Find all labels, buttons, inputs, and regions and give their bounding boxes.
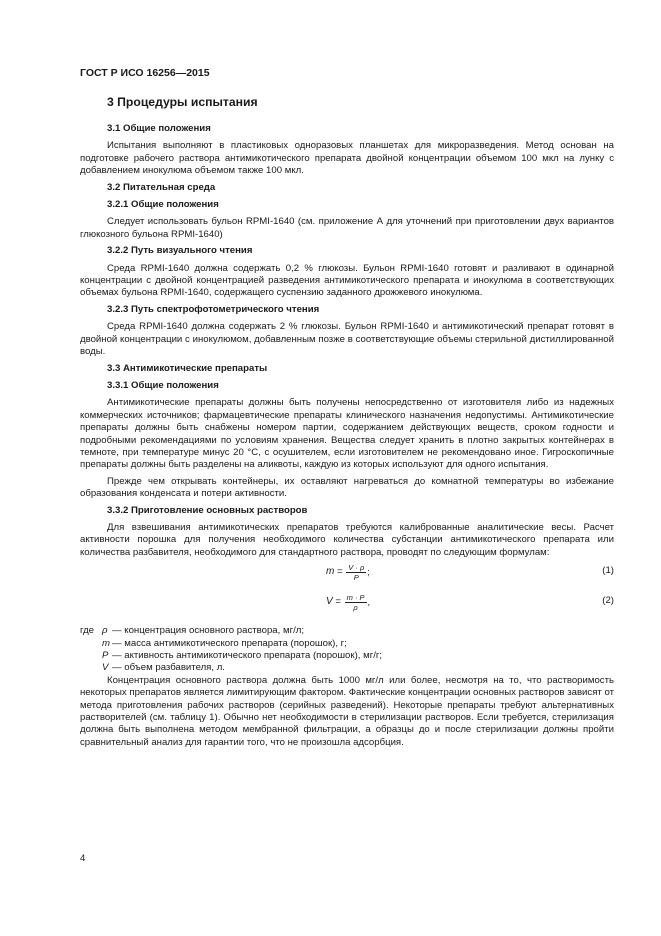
definition-symbol: V bbox=[102, 662, 109, 674]
formula-2-lhs: V bbox=[326, 596, 333, 608]
body-paragraph: Следует использовать бульон RPMI-1640 (см. приложение А для уточнений при приготовлении двух вариантов глюкозного бульона RPMI-1640) bbox=[80, 216, 614, 240]
formula-1 bbox=[80, 563, 614, 589]
text-blocks bbox=[80, 123, 614, 559]
document-header: ГОСТ Р ИСО 16256—2015 bbox=[80, 67, 210, 79]
subsection-heading: 3.2 Питательная среда bbox=[107, 181, 216, 193]
definitions-list bbox=[80, 625, 614, 675]
definition-prefix bbox=[80, 662, 102, 674]
definition-text: — объем разбавителя, л. bbox=[112, 662, 225, 674]
subsection-heading: 3.3.2 Приготовление основных растворов bbox=[107, 504, 308, 516]
definition-item bbox=[80, 662, 614, 674]
subsection-heading: 3.2.3 Путь спектрофотометрического чтения bbox=[107, 303, 320, 315]
subsection-heading: 3.2.1 Общие положения bbox=[107, 199, 219, 211]
formula-2 bbox=[80, 593, 614, 619]
body-paragraph: Среда RPMI-1640 должна содержать 2 % глюкозы. Бульон RPMI-1640 и антимикотический препарат готовят в двойной концентрации с инокулюмом, добавленным позже в соответствующие объемы стерильной дистиллированной воды. bbox=[80, 321, 614, 358]
subsection-heading: 3.1 Общие положения bbox=[107, 123, 211, 134]
formula-1-denominator: P bbox=[353, 573, 359, 583]
closing-paragraph: Концентрация основного раствора должна быть 1000 мг/л или более, несмотря на то, что растворимость некоторых препаратов является лимитирующим фактором. Фактические концентрации основных растворов зависят от метода приготовления рабочих растворов (серийных разведений). Некоторые препараты требуют альтернативных растворителей (см. таблицу 1). Обычно нет необходимости в стерилизации растворов. Если требуется, стерилизация должна быть выполнена методом мембранной фильтрации, а образцы до и после стерилизации должны пройти сравнительный анализ для гарантии того, что не произошла адсорбция. bbox=[80, 674, 614, 748]
definition-item bbox=[80, 638, 614, 650]
definition-symbol: ρ bbox=[102, 625, 108, 637]
body-paragraph: Прежде чем открывать контейнеры, их оставляют нагреваться до комнатной температуры во избежание образования конденсата и потери активности. bbox=[80, 475, 614, 500]
formula-1-punct: ; bbox=[367, 567, 370, 578]
definition-text: — масса антимикотического препарата (порошок), г; bbox=[112, 637, 347, 649]
body-paragraph: Среда RPMI-1640 должна содержать 0,2 % глюкозы. Бульон RPMI-1640 готовят и разливают в одинарной концентрации с двойной концентрацией разведения антимикотического препарата и инокулюма в соответствующих объемах бульона RPMI-1640, содержащего суспензию заданного дрожжевого инокулюма. bbox=[80, 262, 614, 299]
formula-2-denominator: ρ bbox=[353, 603, 358, 613]
definition-symbol: m bbox=[102, 637, 110, 649]
body-paragraph: Для взвешивания антимикотических препаратов требуются калиброванные аналитические весы. Расчет активности порошка для получения необходимого количества субстанции антимикотического препарата или количества разбавителя, необходимого для стандартного раствора, проводят по следующим формулам: bbox=[80, 521, 614, 558]
definition-prefix bbox=[80, 650, 102, 662]
definition-prefix bbox=[80, 638, 102, 650]
definition-item bbox=[80, 650, 614, 662]
section-title: 3 Процедуры испытания bbox=[107, 95, 258, 109]
formula-1-numerator: V · ρ bbox=[348, 563, 365, 573]
definition-prefix: где bbox=[80, 625, 95, 637]
definition-text: — концентрация основного раствора, мг/л; bbox=[112, 625, 304, 637]
formula-1-lhs: m bbox=[326, 566, 335, 578]
page-content bbox=[80, 94, 614, 753]
formula-1-fraction bbox=[346, 563, 366, 582]
formula-2-fraction bbox=[345, 593, 367, 612]
formula-2-numerator: m · P bbox=[346, 593, 365, 603]
formula-2-number: (2) bbox=[602, 595, 614, 607]
formula-2-eq: = bbox=[332, 596, 344, 608]
subsection-heading: 3.2.2 Путь визуального чтения bbox=[107, 245, 253, 257]
definition-text: — активность антимикотического препарата (порошок), мг/г; bbox=[112, 650, 383, 661]
formula-2-punct: , bbox=[367, 597, 371, 608]
subsection-heading: 3.3.1 Общие положения bbox=[107, 379, 219, 391]
formula-1-eq: = bbox=[334, 566, 346, 578]
body-paragraph: Испытания выполняют в пластиковых одноразовых планшетах для микроразведения. Метод основан на подготовке рабочего раствора антимикотического препарата двойной концентрации объемом 100 мкл на лунку с добавлением инокулюма объемом также 100 мкл. bbox=[80, 140, 614, 177]
formula-1-number: (1) bbox=[602, 565, 614, 577]
body-paragraph: Антимикотические препараты должны быть получены непосредственно от изготовителя либо из надежных коммерческих источников; фармацевтические препараты клинического назначения недопустимы. Антимикотические препараты должны быть снабжены номером партии, содержанием действующих веществ, сроком годности и подробными рекомендациями по условиям хранения. Вещества следует хранить в плотно закрытых контейнерах в темноте, при температуре минус 20 °С, с осушителем, если изготовителем не рекомендовано иное. Гигроскопичные препараты должны быть разделены на аликвоты, каждую из которых используют для одного испытания. bbox=[80, 397, 614, 471]
definition-item bbox=[80, 625, 614, 637]
definition-symbol: P bbox=[102, 650, 109, 661]
subsection-heading: 3.3 Антимикотические препараты bbox=[107, 362, 268, 374]
page-number: 4 bbox=[80, 853, 86, 864]
